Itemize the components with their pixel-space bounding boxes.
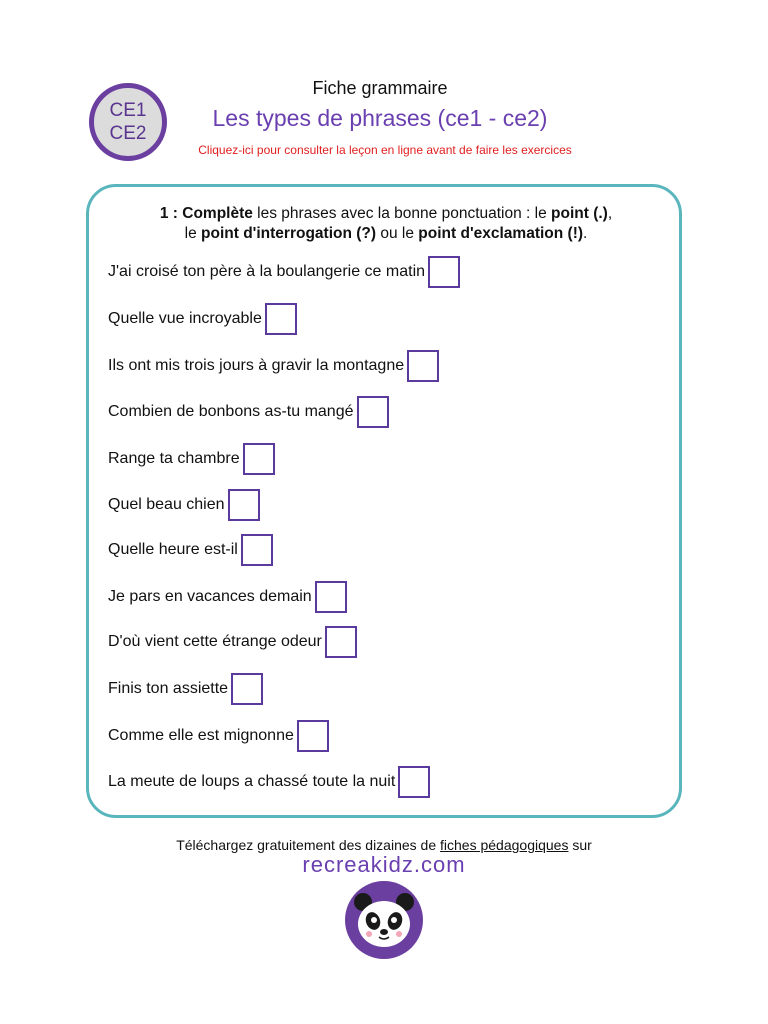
term-interrogation: point d'interrogation: [201, 225, 352, 242]
sentence-text: Quelle heure est-il: [108, 541, 238, 558]
worksheet-kicker: Fiche grammaire: [312, 78, 448, 98]
answer-box[interactable]: [243, 443, 275, 475]
sentence-row: [108, 252, 460, 292]
exercise-number: 1 :: [159, 205, 178, 222]
answer-box[interactable]: [228, 489, 260, 521]
answer-box[interactable]: [265, 303, 297, 335]
sentence-text: D'où vient cette étrange odeur: [108, 633, 322, 650]
sentence-text: Comme elle est mignonne: [108, 727, 294, 744]
worksheet-title: Les types de phrases (ce1 - ce2): [212, 105, 548, 131]
answer-box[interactable]: [357, 396, 389, 428]
sentence-row: [108, 346, 439, 386]
panda-logo-icon: [344, 880, 424, 960]
level-badge-ce2: CE2: [109, 123, 147, 144]
sentence-row: [108, 762, 430, 802]
sentence-text: Combien de bonbons as-tu mangé: [108, 403, 354, 420]
sentence-text: La meute de loups a chassé toute la nuit: [108, 773, 396, 790]
answer-box[interactable]: [315, 581, 347, 613]
sentence-row: [108, 530, 273, 570]
sentence-row: [108, 577, 347, 617]
answer-box[interactable]: [398, 766, 430, 798]
sentence-row: [108, 439, 275, 479]
sentence-row: [108, 669, 263, 709]
sentence-text: Ils ont mis trois jours à gravir la montagne: [108, 357, 405, 374]
sentence-text: Finis ton assiette: [108, 680, 229, 697]
lesson-link[interactable]: Cliquez-ici pour consulter la leçon en ligne avant de faire les exercices: [198, 143, 572, 157]
sentence-text: J'ai croisé ton père à la boulangerie ce matin: [108, 263, 426, 280]
level-badge-ce1: CE1: [109, 100, 147, 121]
sentence-row: [108, 622, 357, 662]
answer-box[interactable]: [241, 534, 273, 566]
answer-box[interactable]: [325, 626, 357, 658]
term-exclamation: point d'exclamation: [418, 225, 564, 242]
sentence-row: [108, 716, 329, 756]
answer-box[interactable]: [428, 256, 460, 288]
sentence-row: [108, 485, 260, 525]
instruction-verb: Complète: [182, 205, 253, 222]
sentence-text: Quel beau chien: [108, 496, 225, 513]
answer-box[interactable]: [407, 350, 439, 382]
answer-box[interactable]: [297, 720, 329, 752]
sentence-text: Range ta chambre: [108, 450, 240, 467]
site-link[interactable]: recreakidz.com: [302, 852, 466, 877]
sentence-row: [108, 299, 297, 339]
sentence-text: Je pars en vacances demain: [108, 588, 312, 605]
term-point: point: [551, 205, 589, 222]
answer-box[interactable]: [231, 673, 263, 705]
sentence-row: [108, 392, 389, 432]
footer-text: Téléchargez gratuitement des dizaines de fiches pédagogiques sur: [176, 837, 592, 853]
exercise-instructions: 1 : Complète les phrases avec la bonne ponctuation : le point (.), le point d'interrogation (?) ou le point d'exclamation (!).: [159, 205, 613, 242]
sentence-text: Quelle vue incroyable: [108, 310, 262, 327]
fiches-link[interactable]: fiches pédagogiques: [440, 837, 569, 853]
